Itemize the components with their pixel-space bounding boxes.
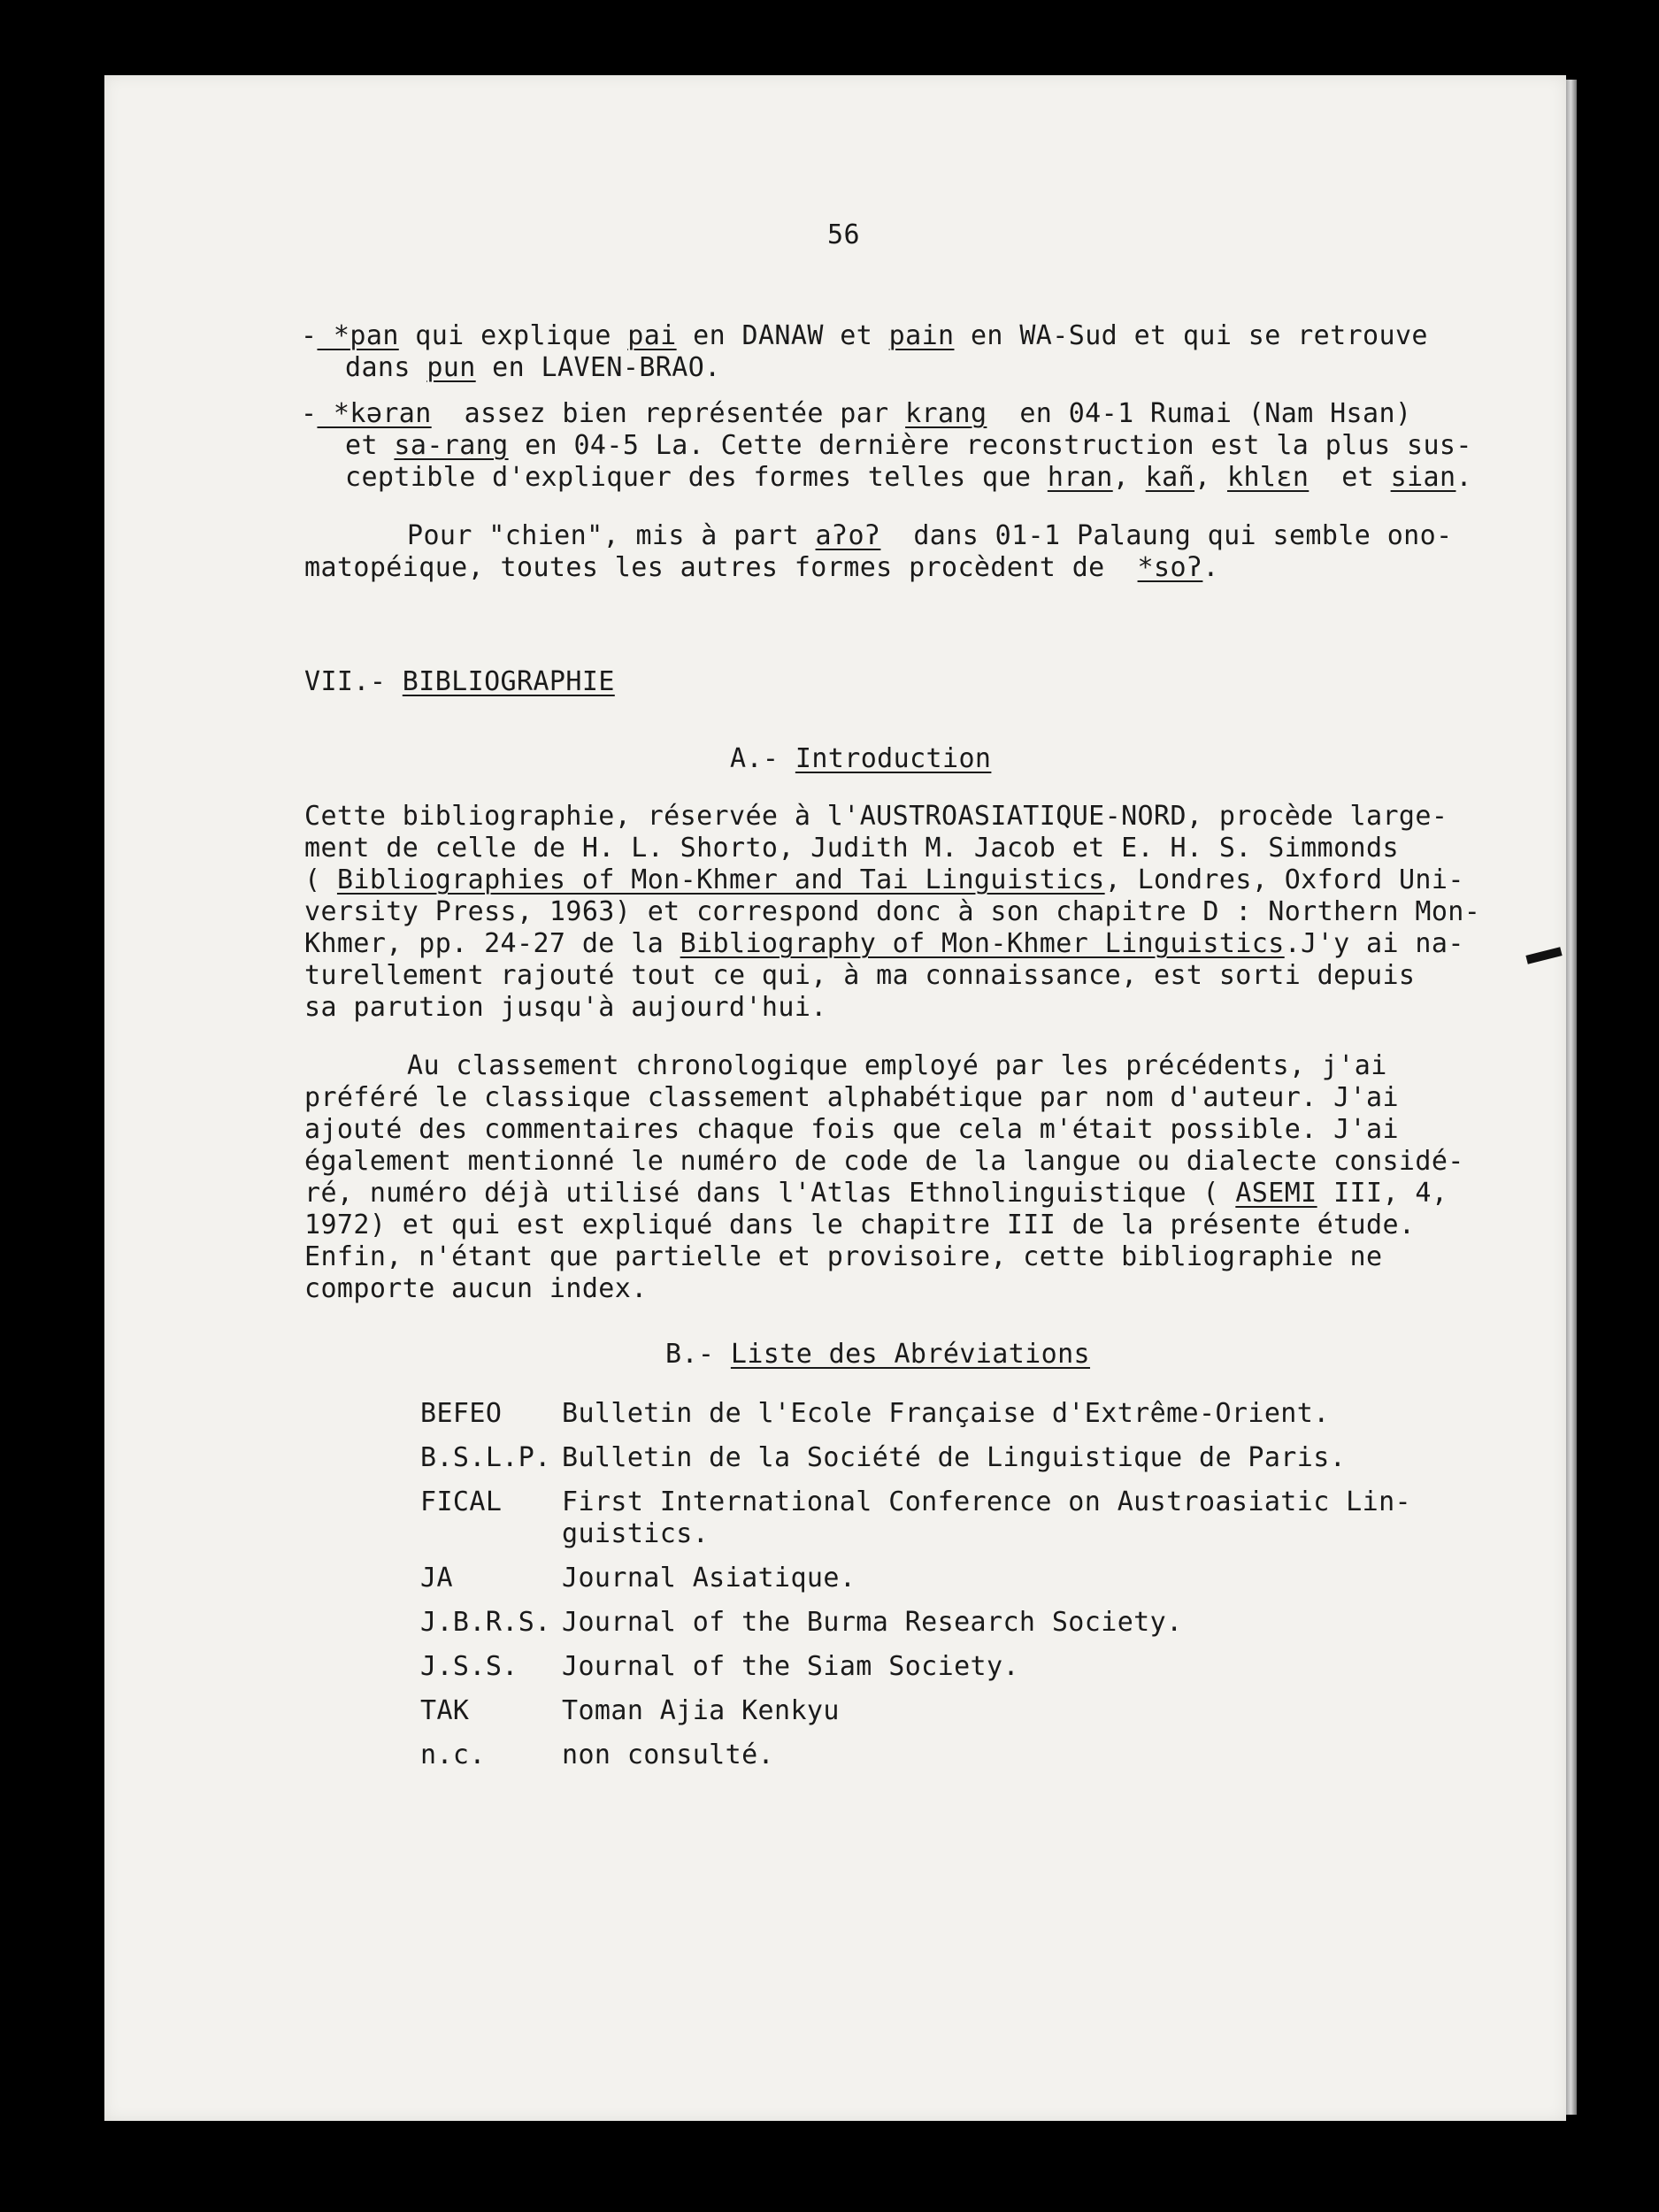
abbr-meaning: Bulletin de la Société de Linguistique de Paris. [562, 1442, 1347, 1473]
text-line: Khmer, pp. 24-27 de la Bibliography of Mon-Khmer Linguistics.J'y ai na- [304, 928, 1464, 959]
item-line: - *pan qui explique pai en DANAW et pain en WA-Sud et qui se retrouve [301, 320, 1428, 351]
text-line: Enfin, n'étant que partielle et provisoire, cette bibliographie ne [304, 1241, 1383, 1272]
item-line: dans pun en LAVEN-BRAO. [345, 352, 721, 383]
item-line: et sa-rang en 04-5 La. Cette dernière reconstruction est la plus sus- [345, 430, 1472, 461]
text-line: 1972) et qui est expliqué dans le chapitre III de la présente étude. [304, 1210, 1416, 1240]
text-line: Cette bibliographie, réservée à l'AUSTROASIATIQUE-NORD, procède large- [304, 801, 1448, 832]
text-line: turellement rajouté tout ce qui, à ma connaissance, est sorti depuis [304, 960, 1416, 991]
section-heading-a: A.- Introduction [730, 743, 992, 774]
text-line: sa parution jusqu'à aujourd'hui. [304, 992, 827, 1023]
text-line: Au classement chronologique employé par les précédents, j'ai [407, 1050, 1387, 1081]
abbr-meaning: non consulté. [562, 1740, 774, 1770]
abbr-meaning: First International Conference on Austroasiatic Lin- [562, 1486, 1411, 1517]
text-line: ( Bibliographies of Mon-Khmer and Tai Linguistics, Londres, Oxford Uni- [304, 864, 1464, 895]
abbr-meaning: Bulletin de l'Ecole Française d'Extrême-Orient. [562, 1398, 1330, 1429]
abbr-term: J.B.R.S. [420, 1607, 551, 1638]
page-number: 56 [827, 219, 860, 250]
abbr-term: BEFEO [420, 1398, 503, 1429]
text-line: également mentionné le numéro de code de la langue ou dialecte considé- [304, 1146, 1464, 1177]
section-heading-vii: VII.- BIBLIOGRAPHIE [304, 666, 615, 697]
abbr-term: J.S.S. [420, 1651, 518, 1682]
section-heading-b: B.- Liste des Abréviations [665, 1339, 1091, 1370]
abbr-term: B.S.L.P. [420, 1442, 551, 1473]
abbr-term: TAK [420, 1695, 470, 1726]
text-line: versity Press, 1963) et correspond donc à son chapitre D : Northern Mon- [304, 896, 1481, 927]
text-line: comporte aucun index. [304, 1273, 648, 1304]
abbr-meaning: Toman Ajia Kenkyu [562, 1695, 840, 1726]
text-line: ré, numéro déjà utilisé dans l'Atlas Ethnolinguistique ( ASEMI III, 4, [304, 1178, 1448, 1209]
abbr-term: n.c. [420, 1740, 486, 1770]
abbr-meaning: Journal of the Burma Research Society. [562, 1607, 1183, 1638]
text-line: ajouté des commentaires chaque fois que cela m'était possible. J'ai [304, 1114, 1399, 1145]
abbr-meaning: Journal of the Siam Society. [562, 1651, 1019, 1682]
chien-line: Pour "chien", mis à part aʔoʔ dans 01-1 Palaung qui semble ono- [407, 520, 1453, 551]
abbr-term: FICAL [420, 1486, 503, 1517]
abbr-meaning: Journal Asiatique. [562, 1563, 856, 1594]
chien-line: matopéique, toutes les autres formes procèdent de *soʔ. [304, 552, 1219, 583]
item-line: ceptible d'expliquer des formes telles que hran, kañ, khlɛn et sian. [345, 462, 1472, 493]
text-line: ment de celle de H. L. Shorto, Judith M. Jacob et E. H. S. Simmonds [304, 833, 1399, 864]
abbr-meaning: guistics. [562, 1518, 710, 1549]
abbr-term: JA [420, 1563, 453, 1594]
text-line: préféré le classique classement alphabétique par nom d'auteur. J'ai [304, 1082, 1399, 1113]
item-line: - *kəran assez bien représentée par krang en 04-1 Rumai (Nam Hsan) [301, 398, 1412, 429]
